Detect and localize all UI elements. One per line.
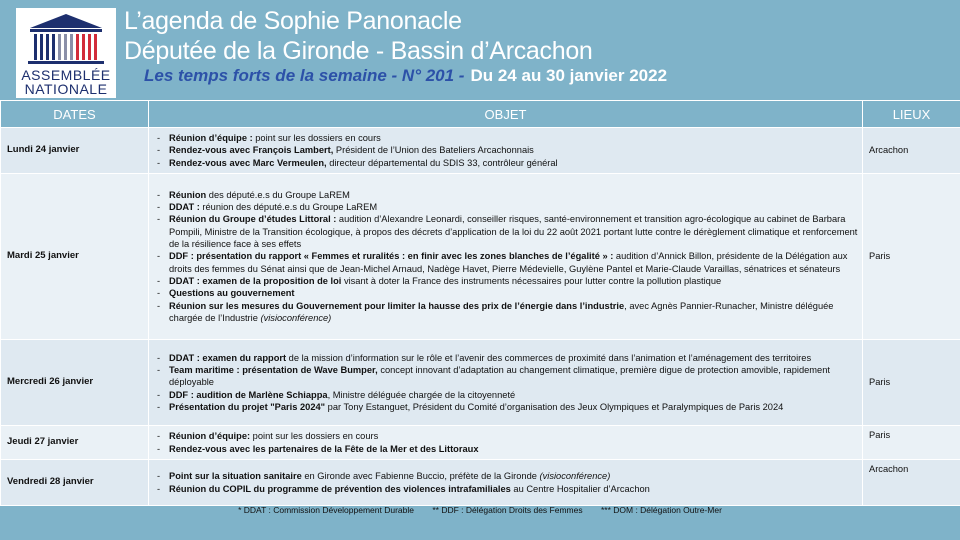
list-item bbox=[155, 483, 858, 495]
item-bold: Rendez-vous avec les partenaires de la Fête de la Mer et des Littoraux bbox=[169, 443, 479, 454]
table-row bbox=[1, 128, 960, 174]
row-objet bbox=[149, 426, 863, 460]
item-text: Président de l’Union des Bateliers Arcachonnais bbox=[333, 145, 534, 156]
list-item bbox=[155, 430, 858, 442]
item-bold: Réunion sur les mesures du Gouvernement pour limiter la hausse des prix de l’énergie dans l’industrie bbox=[169, 300, 625, 311]
column-header-lieux: LIEUX bbox=[863, 101, 960, 128]
item-bold: Point sur la situation sanitaire bbox=[169, 471, 302, 482]
item-text: point sur les dossiers en cours bbox=[250, 431, 379, 442]
row-lieu: Arcachon bbox=[863, 460, 960, 506]
assemblee-nationale-logo bbox=[16, 8, 116, 98]
table-header-row bbox=[1, 101, 960, 128]
item-italic: (visioconférence) bbox=[260, 312, 332, 323]
item-text: directeur départemental du SDIS 33, contrôleur général bbox=[326, 157, 558, 168]
item-bold: Rendez-vous avec Marc Vermeulen, bbox=[169, 157, 327, 168]
item-text: par Tony Estanguet, Président du Comité d’organisation des Jeux Olympiques et Paralympiques de Paris 2024 bbox=[325, 401, 784, 412]
item-text: , avec Agnès Pannier-Runacher, Ministre déléguée chargée de l’Industrie bbox=[169, 300, 834, 323]
row-date: Jeudi 27 janvier bbox=[1, 426, 149, 460]
table-row bbox=[1, 426, 960, 460]
table-row bbox=[1, 460, 960, 506]
column-header-objet: OBJET bbox=[149, 101, 863, 128]
item-bold: Réunion bbox=[169, 189, 207, 200]
agenda-table bbox=[0, 100, 960, 506]
item-text: audition d’Annick Billon, présidente de la Délégation aux droits des femmes du Sénat ainsi que de Jean-Michel Arnaud, Nadège Havet, Pierre Médevielle, Guylène Pantel et Marie-Claude Varaillas, sénatrices et sénateurs bbox=[169, 251, 848, 274]
row-date: Lundi 24 janvier bbox=[1, 128, 149, 174]
page-title-line2: Députée de la Gironde - Bassin d’Arcachon bbox=[124, 37, 593, 65]
item-bold: DDAT : bbox=[169, 202, 200, 213]
item-text: point sur les dossiers en cours bbox=[252, 133, 381, 144]
row-objet bbox=[149, 174, 863, 340]
item-text: concept innovant d’adaptation au changement climatique, première digue de protection amovible, rapidement déployable bbox=[169, 365, 830, 388]
list-item bbox=[155, 364, 858, 389]
logo-line2: NATIONALE bbox=[24, 81, 108, 97]
header bbox=[0, 0, 960, 100]
row-date: Vendredi 28 janvier bbox=[1, 460, 149, 506]
item-bold: Réunion du COPIL du programme de prévention des violences intrafamiliales bbox=[169, 483, 511, 494]
logo-line1: ASSEMBLÉE bbox=[21, 67, 111, 83]
subtitle bbox=[144, 66, 667, 86]
list-item bbox=[155, 352, 858, 364]
item-bold: Réunion d’équipe: bbox=[169, 431, 251, 442]
footnote-ddf: ** DDF : Délégation Droits des Femmes bbox=[432, 505, 583, 515]
item-bold: DDAT : examen de la proposition de loi bbox=[169, 275, 342, 286]
item-bold: Questions au gouvernement bbox=[169, 288, 295, 299]
item-text: , Ministre déléguée chargée de la citoyenneté bbox=[327, 389, 516, 400]
row-objet bbox=[149, 460, 863, 506]
list-item bbox=[155, 201, 858, 213]
list-item bbox=[155, 250, 858, 275]
list-item bbox=[155, 157, 858, 169]
list-item bbox=[155, 213, 858, 250]
item-bold: DDF : audition de Marlène Schiappa bbox=[169, 389, 328, 400]
row-lieu: Arcachon bbox=[863, 128, 960, 174]
item-italic: (visioconférence) bbox=[539, 471, 611, 482]
item-bold: Présentation du projet "Paris 2024" bbox=[169, 401, 326, 412]
item-bold: Team maritime : présentation de Wave Bumper, bbox=[169, 365, 378, 376]
item-text: visant à doter la France des instruments nécessaires pour lutter contre la pollution plastique bbox=[341, 275, 722, 286]
row-lieu: Paris bbox=[863, 426, 960, 460]
footnote-ddat: * DDAT : Commission Développement Durable bbox=[238, 505, 414, 515]
list-item bbox=[155, 470, 858, 482]
row-lieu: Paris bbox=[863, 174, 960, 340]
item-bold: DDAT : examen du rapport bbox=[169, 352, 287, 363]
list-item bbox=[155, 132, 858, 144]
list-item bbox=[155, 144, 858, 156]
table-row bbox=[1, 340, 960, 426]
list-item bbox=[155, 275, 858, 287]
row-date: Mardi 25 janvier bbox=[1, 174, 149, 340]
item-text: en Gironde avec Fabienne Buccio, préfète de la Gironde bbox=[301, 471, 540, 482]
item-text: des député.e.s du Groupe LaREM bbox=[206, 189, 350, 200]
item-bold: Réunion d’équipe : bbox=[169, 133, 253, 144]
item-text: de la mission d’information sur le rôle et l’avenir des commerces de proximité dans l’animation et l’aménagement des territoires bbox=[286, 352, 812, 363]
hemicycle-icon bbox=[24, 12, 108, 66]
item-text: réunion des député.e.s du Groupe LaREM bbox=[199, 202, 378, 213]
row-objet bbox=[149, 340, 863, 426]
subtitle-dates: Du 24 au 30 janvier 2022 bbox=[470, 66, 668, 85]
list-item bbox=[155, 287, 858, 299]
row-objet bbox=[149, 128, 863, 174]
item-text: audition d’Alexandre Leonardi, conseiller risques, santé-environnement et transition agro-écologique au cabinet de Barbara Pompili, Ministre de la Transition écologique, à propos des décrets d’application de la loi du 22 août 2021 portant lutte contre le dérèglement climatique et renforcement de la résilience face à ses effets bbox=[169, 214, 858, 250]
row-lieu: Paris bbox=[863, 340, 960, 426]
item-text: au Centre Hospitalier d’Arcachon bbox=[510, 483, 650, 494]
footnote-dom: *** DOM : Délégation Outre-Mer bbox=[600, 505, 722, 515]
column-header-dates: DATES bbox=[1, 101, 149, 128]
item-bold: Rendez-vous avec François Lambert, bbox=[169, 145, 334, 156]
page-title-line1: L’agenda de Sophie Panonacle bbox=[124, 7, 462, 35]
footnotes bbox=[0, 505, 960, 515]
table-row bbox=[1, 174, 960, 340]
subtitle-label: Les temps forts de la semaine - N° 201 - bbox=[144, 66, 465, 85]
list-item bbox=[155, 389, 858, 401]
row-date: Mercredi 26 janvier bbox=[1, 340, 149, 426]
item-bold: Réunion du Groupe d’études Littoral : bbox=[169, 214, 337, 225]
list-item bbox=[155, 443, 858, 455]
list-item bbox=[155, 189, 858, 201]
list-item bbox=[155, 300, 858, 325]
item-bold: DDF : présentation du rapport « Femmes et ruralités : en finir avec les zones blanches de l’égalité » : bbox=[169, 251, 614, 262]
list-item bbox=[155, 401, 858, 413]
